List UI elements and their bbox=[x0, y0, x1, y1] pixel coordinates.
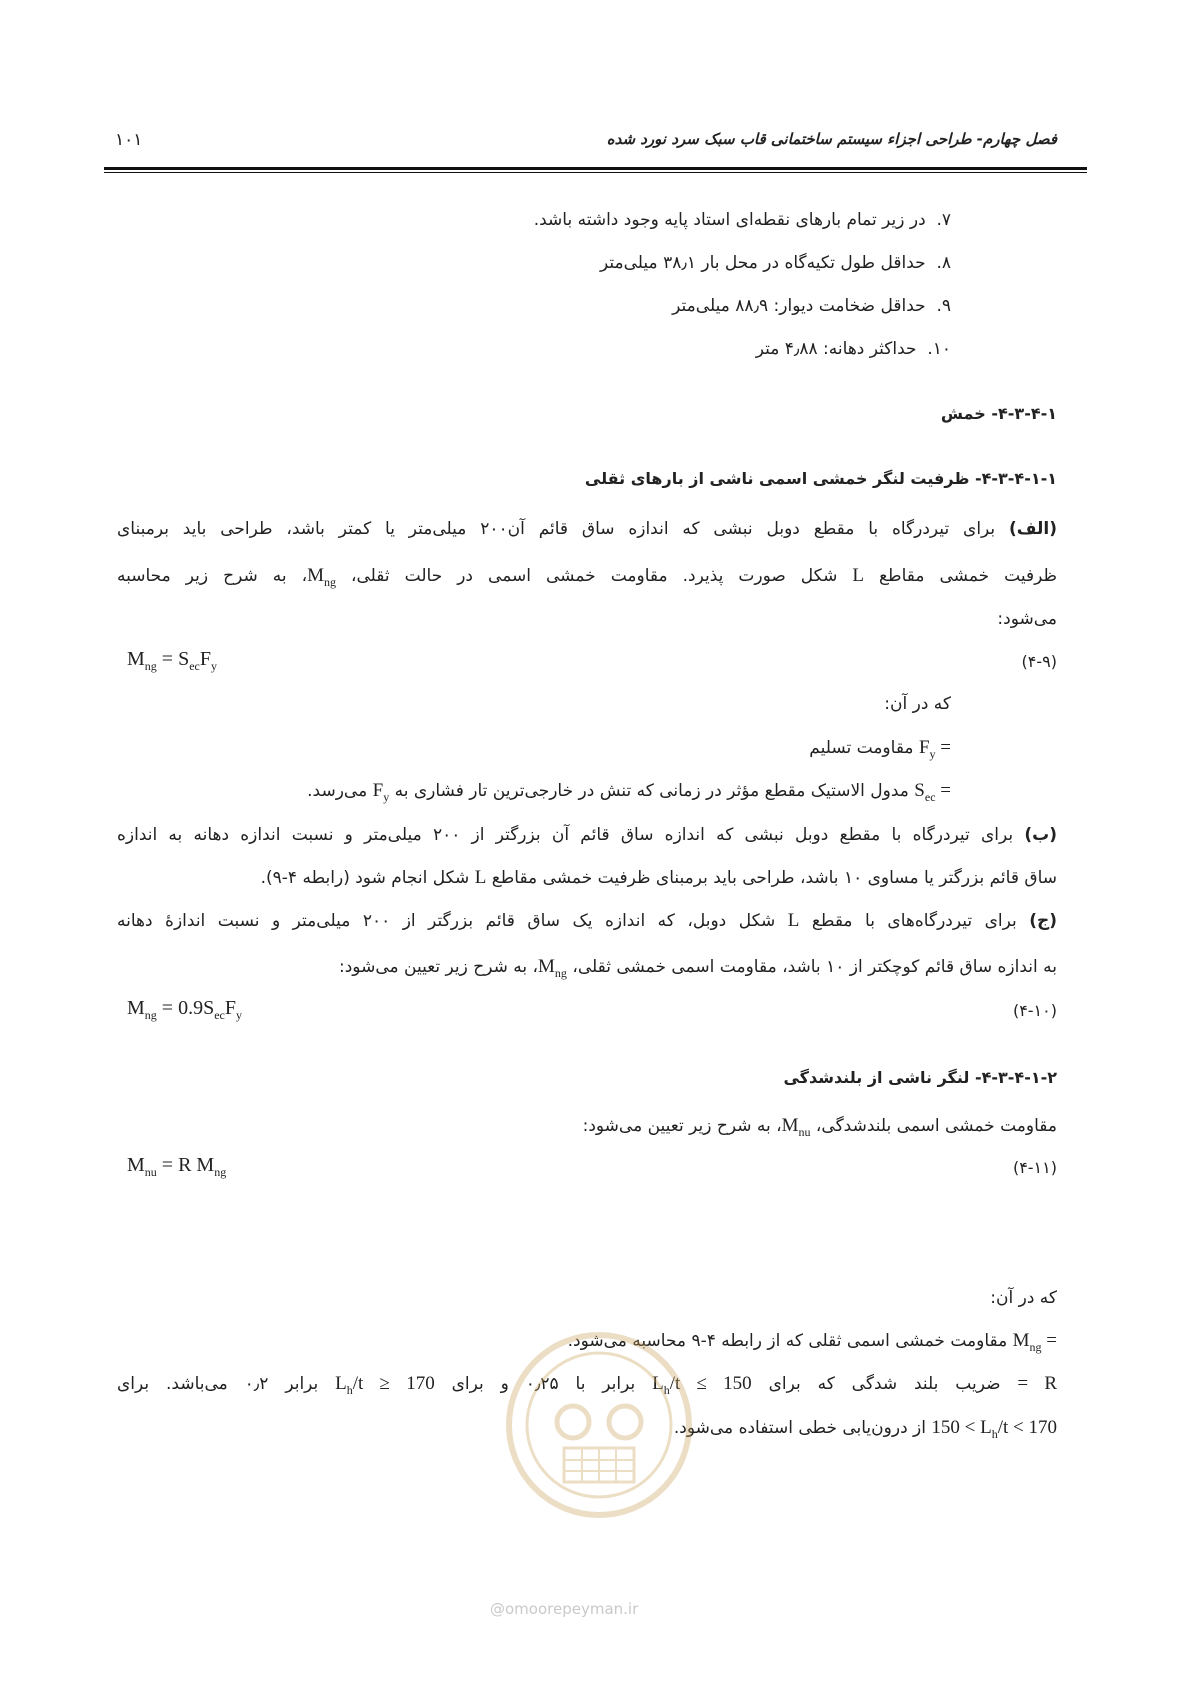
definition-fy: $F_y$ = مقاومت تسلیم bbox=[809, 737, 951, 761]
section-heading-gravity-moment: ۴-۳-۴-۱-۱- ظرفیت لنگر خمشی اسمی ناشی از بارهای ثقلی bbox=[584, 469, 1057, 488]
running-header-title: فصل چهارم- طراحی اجزاء سیستم ساختمانی قاب سبک سرد نورد شده bbox=[606, 130, 1057, 148]
uplift-text: مقاومت خمشی اسمی بلندشدگی، $M_{nu}،$ به شرح زیر تعیین می‌شود: bbox=[582, 1115, 1057, 1139]
paragraph-b-line1: (ب) برای تیردرگاه با مقطع دوبل نبشی که اندازه ساق قائم آن بزرگتر از ۲۰۰ میلی‌متر و نسبت اندازه دهانه به اندازه bbox=[117, 825, 1057, 845]
equation-4-11: $M_{nu} = R$ $M_{ng}$ bbox=[127, 1154, 227, 1179]
definition-sec: $S_{ec}$ = مدول الاستیک مقطع مؤثر در زمانی که تنش در خارجی‌ترین تار فشاری به $F_y$ می‌رسد. bbox=[307, 780, 951, 804]
paragraph-c-line1: (ج) برای تیردرگاه‌های با مقطع L شکل دوبل، که اندازه یک ساق قائم بزرگتر از ۲۰۰ میلی‌متر و نسبت اندازهٔ دهانه bbox=[117, 910, 1058, 931]
where-label: که در آن: bbox=[884, 694, 951, 714]
header-rule bbox=[104, 167, 1087, 170]
paragraph-a-line2: ظرفیت خمشی مقاطع L شکل صورت پذیرد. مقاومت خمشی اسمی در حالت ثقلی، $M_{ng}،$ به شرح زیر محاسبه bbox=[117, 565, 1058, 589]
definition-mng: $M_{ng}$ = مقاومت خمشی اسمی ثقلی که از رابطه ۴-۹ محاسبه می‌شود. bbox=[567, 1330, 1057, 1354]
equation-number: (۴-۹) bbox=[1021, 652, 1057, 671]
equation-number: (۴-۱۱) bbox=[1012, 1158, 1057, 1177]
list-item: ۸. حداقل طول تکیه‌گاه در محل بار ۳۸٫۱ میلی‌متر bbox=[600, 253, 951, 273]
list-item: ۱۰. حداکثر دهانه: ۴٫۸۸ متر bbox=[755, 339, 951, 359]
paragraph-b-line2: ساق قائم بزرگتر یا مساوی ۱۰ باشد، طراحی باید برمبنای ظرفیت خمشی مقاطع L شکل انجام شود (رابطه ۴-۹). bbox=[260, 867, 1057, 888]
where-label: که در آن: bbox=[990, 1288, 1057, 1308]
paragraph-c-line2: به اندازه ساق قائم کوچکتر از ۱۰ باشد، مقاومت اسمی خمشی ثقلی، $M_{ng}،$ به شرح زیر تعیین می‌شود: bbox=[339, 956, 1057, 980]
equation-4-9: $M_{ng} = S_{ec}F_y$ bbox=[127, 648, 217, 673]
paragraph-a-line3: می‌شود: bbox=[997, 609, 1057, 629]
list-item: ۹. حداقل ضخامت دیوار: ۸۸٫۹ میلی‌متر bbox=[672, 296, 951, 316]
watermark-url: @omoorepeyman.ir bbox=[490, 1600, 639, 1618]
definition-r-line1: R = ضریب بلند شدگی که برای $L_h/t \le 150$ برابر با ۰٫۲۵ و برای $L_h/t \ge 170$ برابر ۰٫۲ می‌باشد. برای bbox=[117, 1373, 1058, 1397]
equation-4-10: $M_{ng} = 0.9S_{ec}F_y$ bbox=[127, 997, 242, 1022]
section-heading-uplift: ۴-۳-۴-۱-۲- لنگر ناشی از بلندشدگی bbox=[783, 1068, 1057, 1087]
definition-r-line2: $150 < L_h/t < 170$ از درون‌یابی خطی استفاده می‌شود. bbox=[673, 1417, 1057, 1441]
page-number: ۱۰۱ bbox=[115, 130, 143, 150]
section-heading-bending: ۴-۳-۴-۱- خمش bbox=[940, 404, 1057, 423]
header-rule-thin bbox=[104, 172, 1087, 173]
paragraph-a-line1: (الف) برای تیردرگاه با مقطع دوبل نبشی که اندازه ساق قائم آن۲۰۰ میلی‌متر یا کمتر باشد، طراحی باید برمبنای bbox=[117, 519, 1057, 539]
list-item: ۷. در زیر تمام بارهای نقطه‌ای استاد پایه وجود داشته باشد. bbox=[533, 210, 951, 230]
equation-number: (۴-۱۰) bbox=[1012, 1001, 1057, 1020]
watermark-seal bbox=[468, 1330, 730, 1520]
